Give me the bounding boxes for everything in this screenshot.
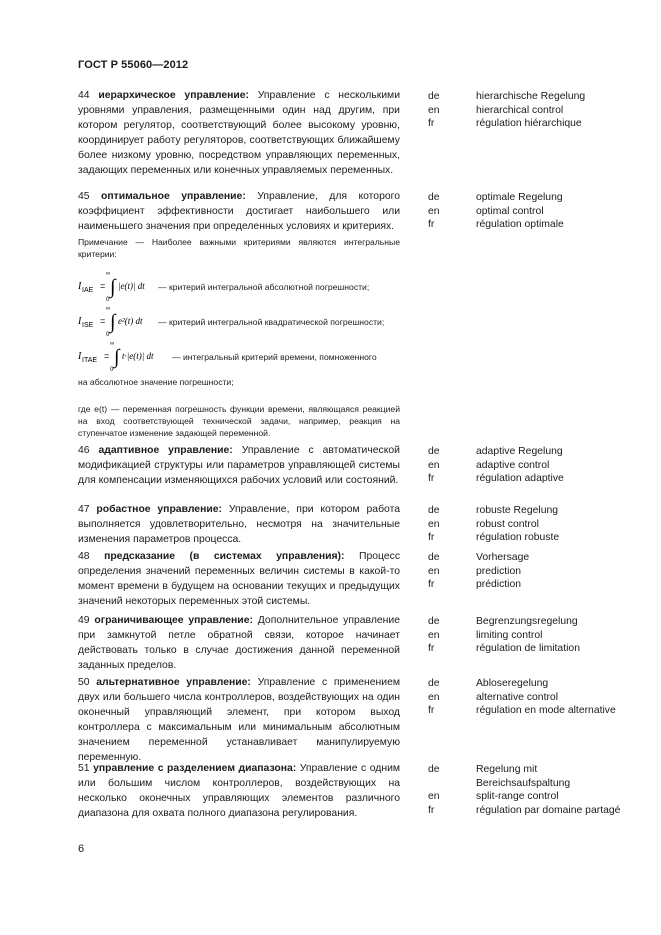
translation-fr: régulation en mode alternative xyxy=(476,705,616,716)
translation-de: Regelung mit Bereichsaufspaltung xyxy=(476,764,571,789)
term-definition: Управление, при котором работа выполняется удовлетворительно, несмотря на значительные изменения параметров процесса. xyxy=(78,504,401,545)
translations-47 xyxy=(476,504,626,545)
note-where: где e(t) — переменная погрешность функции времени, являющаяся реакцией на вход соответствующей технической задачи, например, реакция на ступенчатое изменение задающей переменной. xyxy=(78,404,400,438)
translation-en: adaptive control xyxy=(476,459,550,471)
lang-codes-48 xyxy=(428,551,462,592)
lang-en: en xyxy=(428,205,440,217)
term-heading: иерархическое управление: xyxy=(98,90,250,101)
translation-fr: régulation hiérarchique xyxy=(476,118,582,129)
translations-50 xyxy=(476,677,626,718)
term-definition: Дополнительное управление при замкнутой петле обратной связи, которое начинает действовать только в случае достижения данной переменной заданных пределов. xyxy=(78,615,401,671)
formula-itae-desc: — интегральный критерий времени, помноженного xyxy=(172,352,377,362)
svg-text:IAE: IAE xyxy=(82,287,94,294)
svg-text:∞: ∞ xyxy=(110,341,115,347)
translation-de: optimale Regelung xyxy=(476,192,563,203)
translation-en: limiting control xyxy=(476,629,543,641)
formula-iae-math xyxy=(78,271,158,305)
term-heading: адаптивное управление: xyxy=(98,445,233,456)
translation-en: robust control xyxy=(476,518,539,530)
term-entry-46 xyxy=(78,443,400,488)
term-heading: альтернативное управление: xyxy=(96,677,251,688)
lang-en: en xyxy=(428,691,440,703)
translation-fr: prédiction xyxy=(476,579,522,590)
translation-de: hierarchische Regelung xyxy=(476,91,586,102)
note-intro: Примечание — Наиболее важными критериями являются интегральные критерии: xyxy=(78,237,400,259)
term-entry-51 xyxy=(78,761,400,821)
term-definition: Управление, для которого коэффициент эффективности достигает наибольшего или наименьшего значения при определенных условиях и критериях. xyxy=(78,191,400,232)
lang-en: en xyxy=(428,518,440,530)
term-number: 48 xyxy=(78,551,90,562)
svg-text:∞: ∞ xyxy=(106,306,111,312)
lang-en: en xyxy=(428,791,440,802)
note-formula-tail: на абсолютное значение погрешности; xyxy=(78,377,234,387)
lang-fr: fr xyxy=(428,643,435,654)
svg-text:e²(t) dt: e²(t) dt xyxy=(118,316,143,326)
term-number: 44 xyxy=(78,90,90,101)
translation-en: split-range control xyxy=(476,791,559,802)
lang-en: en xyxy=(428,104,440,116)
lang-fr: fr xyxy=(428,473,435,484)
formula-itae-math xyxy=(78,341,166,375)
formula-ise xyxy=(78,306,408,340)
term-definition: Управление с автоматической модификацией структуры или параметров управляющей системы для компенсации изменяющихся рабочих условий или состояний. xyxy=(78,445,400,486)
translation-en: alternative control xyxy=(476,691,559,703)
lang-en: en xyxy=(428,459,440,471)
translation-en: hierarchical control xyxy=(476,104,564,116)
translations-48 xyxy=(476,551,626,592)
translation-fr: régulation robuste xyxy=(476,532,560,543)
lang-codes-46 xyxy=(428,445,462,486)
formula-iae-desc: — критерий интегральной абсолютной погрешности; xyxy=(158,282,370,292)
translations-44 xyxy=(476,90,626,131)
lang-codes-44 xyxy=(428,90,462,131)
translation-de: Vorhersage xyxy=(476,552,530,563)
formula-itae xyxy=(78,341,408,375)
lang-codes-51 xyxy=(428,763,462,817)
formula-ise-desc: — критерий интегральной квадратической погрешности; xyxy=(158,317,385,327)
term-heading: оптимальное управление: xyxy=(100,191,246,202)
translation-fr: régulation par domaine partagé xyxy=(476,804,621,816)
svg-text:I: I xyxy=(78,316,82,327)
svg-text:I: I xyxy=(78,351,82,362)
term-entry-44 xyxy=(78,88,400,178)
svg-text:|e(t)| dt: |e(t)| dt xyxy=(118,281,145,291)
svg-text:0: 0 xyxy=(106,332,110,338)
lang-codes-47 xyxy=(428,504,462,545)
lang-fr: fr xyxy=(428,118,435,129)
lang-codes-49 xyxy=(428,615,462,656)
lang-fr: fr xyxy=(428,219,435,230)
translation-fr: régulation adaptive xyxy=(476,473,564,484)
svg-text:0: 0 xyxy=(110,367,114,373)
page-number: 6 xyxy=(78,843,85,855)
term-number: 51 xyxy=(78,763,90,774)
svg-text:∫: ∫ xyxy=(110,311,116,333)
translation-fr: régulation optimale xyxy=(476,219,564,230)
term-number: 46 xyxy=(78,445,90,456)
svg-text:0: 0 xyxy=(106,297,110,303)
svg-text:∫: ∫ xyxy=(110,276,116,298)
term-definition: Управление с применением двух или большего числа контроллеров, воздействующих на один оконечный управляющий элемент, при котором выход контроллера с максимальным или минимальным абсолютным значением переменной устанавливает манипулируемую переменную. xyxy=(78,677,400,763)
term-entry-45 xyxy=(78,189,400,234)
term-entry-48 xyxy=(78,549,400,609)
svg-text:=: = xyxy=(100,316,106,326)
term-definition: Управление с несколькими уровнями управления, размещенными один над другим, при котором регулятор, соответствующий более высокому уровню, координирует работу регуляторов, соответствующих ближайшему более низкому уровню, посредством управляющих переменных, задающих переменных или конечных управляемых переменных. xyxy=(78,90,401,176)
lang-fr: fr xyxy=(428,579,435,590)
translation-de: Abloseregelung xyxy=(476,678,549,689)
term-number: 45 xyxy=(78,191,90,202)
translation-fr: régulation de limitation xyxy=(476,643,580,654)
term-entry-47 xyxy=(78,502,400,547)
lang-codes-45 xyxy=(428,191,462,232)
lang-de: de xyxy=(428,764,440,775)
term-entry-49 xyxy=(78,613,400,673)
term-definition: Процесс определения значений переменных величин системы в какой-то момент времени в будущем на основании текущих и предыдущих значений некоторых переменных этой системы. xyxy=(78,551,401,607)
translation-en: prediction xyxy=(476,565,522,577)
lang-de: de xyxy=(428,616,440,627)
term-entry-50 xyxy=(78,675,400,765)
svg-text:t·|e(t)| dt: t·|e(t)| dt xyxy=(122,351,154,361)
formula-iae xyxy=(78,271,408,305)
term-number: 47 xyxy=(78,504,90,515)
term-definition: Управление с одним или большим числом контроллеров, воздействующих на несколько оконечных управляющих элементов различного диапазона для охвата полного диапазона регулирования. xyxy=(78,763,401,819)
lang-de: de xyxy=(428,678,440,689)
svg-text:=: = xyxy=(104,351,110,361)
lang-de: de xyxy=(428,552,440,563)
term-heading: ограничивающее управление: xyxy=(94,615,253,626)
lang-codes-50 xyxy=(428,677,462,718)
lang-de: de xyxy=(428,505,440,516)
term-heading: предсказание (в системах управления): xyxy=(104,551,345,562)
translations-45 xyxy=(476,191,626,232)
lang-fr: fr xyxy=(428,705,435,716)
translation-en: optimal control xyxy=(476,205,544,217)
svg-text:∞: ∞ xyxy=(106,271,111,277)
translation-de: Begrenzungsregelung xyxy=(476,616,578,627)
standard-header: ГОСТ Р 55060—2012 xyxy=(78,59,189,71)
translation-de: adaptive Regelung xyxy=(476,446,563,457)
formula-ise-math xyxy=(78,306,158,340)
lang-fr: fr xyxy=(428,804,435,816)
term-heading: робастное управление: xyxy=(96,504,222,515)
translations-46 xyxy=(476,445,626,486)
term-number: 49 xyxy=(78,615,90,626)
lang-fr: fr xyxy=(428,532,435,543)
translation-de: robuste Regelung xyxy=(476,505,559,516)
svg-text:ITAE: ITAE xyxy=(82,357,98,364)
term-heading: управление с разделением диапазона: xyxy=(93,763,297,774)
lang-de: de xyxy=(428,446,440,457)
lang-en: en xyxy=(428,565,440,577)
svg-text:ISE: ISE xyxy=(82,322,94,329)
term-number: 50 xyxy=(78,677,90,688)
lang-en: en xyxy=(428,629,440,641)
lang-de: de xyxy=(428,91,440,102)
svg-text:∫: ∫ xyxy=(114,346,120,368)
lang-de: de xyxy=(428,192,440,203)
svg-text:I: I xyxy=(78,281,82,292)
svg-text:=: = xyxy=(100,281,106,291)
translations-51 xyxy=(476,763,626,817)
translations-49 xyxy=(476,615,626,656)
